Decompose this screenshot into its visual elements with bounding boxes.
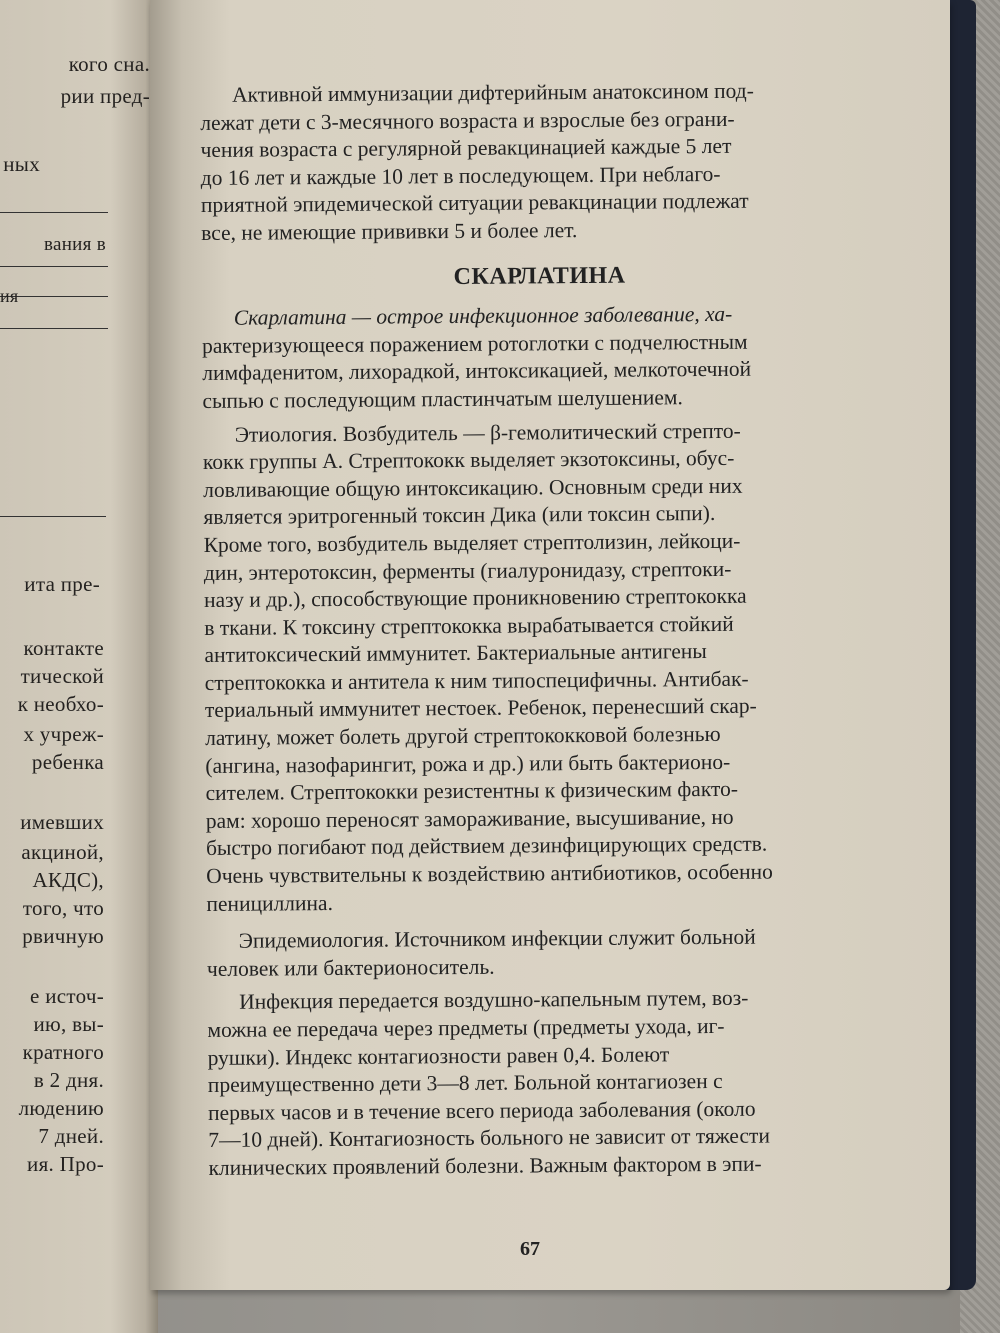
left-page-line: вания в [43, 234, 106, 255]
right-page-text [200, 77, 885, 1189]
left-page-line: людению [18, 1096, 104, 1120]
left-page-line: кого сна. [68, 52, 150, 76]
left-page-line: х учреж- [23, 722, 104, 746]
left-page-line: ия. Про- [27, 1152, 104, 1176]
text-line: дин, энтеротоксин, ферменты (гиалуронидазу, стрептоки- [203, 556, 732, 585]
left-page-line: к необхо- [17, 692, 104, 716]
text-line: клинических проявлений болезни. Важным фактором в эпи- [208, 1151, 762, 1180]
text-line: стрептококка и антитела к ним типоспецифичны. Антибак- [204, 666, 749, 695]
left-page-line: ных [3, 152, 40, 176]
page-number: 67 [520, 1238, 540, 1260]
text-line: все, не имеющие прививки 5 и более лет. [201, 218, 578, 245]
left-page-line: 7 дней. [38, 1124, 104, 1148]
left-page-line: е источ- [30, 984, 104, 1008]
text-line: (ангина, назофарингит, рожа и др.) или быть бактерионо- [205, 749, 731, 778]
etiology-paragraph [203, 416, 883, 918]
left-page-rule [0, 266, 108, 267]
text-line: Эпидемиология. Источником инфекции служит больной [238, 924, 756, 953]
text-line: быстро погибают под действием дезинфицирующих средств. [205, 832, 768, 861]
text-line: Очень чувствительны к воздействию антибиотиков, особенно [206, 859, 773, 889]
text-line: Этиология. Возбудитель — β-гемолитический стрепто- [234, 418, 741, 447]
left-page-line: ребенка [31, 750, 104, 774]
text-line: Кроме того, возбудитель выделяет стрептолизин, лейкоци- [203, 528, 741, 557]
left-page-rule [0, 328, 108, 329]
left-page-line: ита пре- [24, 572, 100, 596]
left-page-line: ия [0, 286, 19, 306]
text-line: чения возраста с регулярной ревакцинацией каждые 5 лет [200, 134, 732, 163]
text-line: рушки). Индекс контагиозности равен 0,4. Болеют [207, 1041, 670, 1070]
left-page-line: рии пред- [60, 84, 150, 108]
text-line: антитоксический иммунитет. Бактериальные антигены [204, 639, 707, 668]
left-page-line: тической [20, 664, 104, 688]
text-line: первых часов и в течение всего периода заболевания (около [208, 1096, 756, 1125]
left-page-line: контакте [23, 636, 104, 660]
left-page-line: АКДС), [32, 868, 104, 892]
left-page-rule [0, 212, 108, 213]
definition-paragraph [202, 300, 879, 416]
text-line: Скарлатина — острое инфекционное заболевание, ха- [233, 301, 733, 330]
text-line: пенициллина. [206, 890, 334, 916]
epidemiology-paragraph [207, 923, 883, 983]
left-page-line: в 2 дня. [33, 1068, 104, 1092]
text-line: сителем. Стрептококки резистентны к физическим факто- [205, 777, 739, 806]
text-line: человек или бактерионоситель. [206, 954, 495, 981]
text-line: назу и др.), способствующие проникновению стрептококка [203, 583, 747, 613]
text-line: можна ее передача через предметы (предметы ухода, иг- [207, 1013, 725, 1042]
left-page-line: кратного [22, 1040, 104, 1064]
section-heading: СКАРЛАТИНА [453, 262, 626, 290]
text-line: является эритрогенный токсин Дика (или токсин сыпи). [203, 501, 716, 530]
text-line: ловливающие общую интоксикацию. Основным среди них [203, 473, 743, 502]
left-page-line: рвичную [22, 924, 104, 948]
text-line: до 16 лет и каждые 10 лет в последующем. При неблаго- [200, 161, 721, 190]
text-line: приятной эпидемической ситуации ревакцинации подлежат [200, 189, 749, 218]
left-page-rule [0, 516, 106, 517]
transmission-paragraph [207, 984, 884, 1182]
left-page-line: ию, вы- [33, 1012, 104, 1036]
text-line: териальный иммунитет нестоек. Ребенок, перенесший скар- [204, 694, 757, 723]
left-page-line: акциной, [21, 840, 104, 864]
left-page-line: того, что [22, 896, 104, 920]
left-page-line: имевших [20, 810, 104, 834]
text-line: рам: хорошо переносят замораживание, высушивание, но [205, 804, 734, 833]
intro-paragraph [200, 77, 877, 248]
text-line: лимфаденитом, лихорадкой, интоксикацией, мелкоточечной [202, 357, 752, 386]
text-line: Инфекция передается воздушно-капельным путем, воз- [239, 986, 749, 1015]
text-line: Активной иммунизации дифтерийным анатоксином под- [232, 78, 754, 107]
text-line: преимущественно дети 3—8 лет. Больной контагиозен с [207, 1069, 723, 1098]
text-line: в ткани. К токсину стрептококка вырабатывается стойкий [204, 611, 734, 640]
text-line: рактеризующееся поражением ротоглотки с подчелюстным [201, 329, 748, 358]
text-line: кокк группы А. Стрептококк выделяет экзотоксины, обус- [202, 445, 735, 475]
text-line: 7—10 дней). Контагиозность больного не зависит от тяжести [208, 1123, 770, 1153]
text-line: лежат дети с 3-месячного возраста и взрослые без ограни- [200, 106, 735, 135]
text-line: сыпью с последующим пластинчатым шелушением. [202, 385, 683, 413]
text-line: латину, может болеть другой стрептококковой болезнью [205, 721, 721, 751]
left-page [0, 0, 158, 1333]
